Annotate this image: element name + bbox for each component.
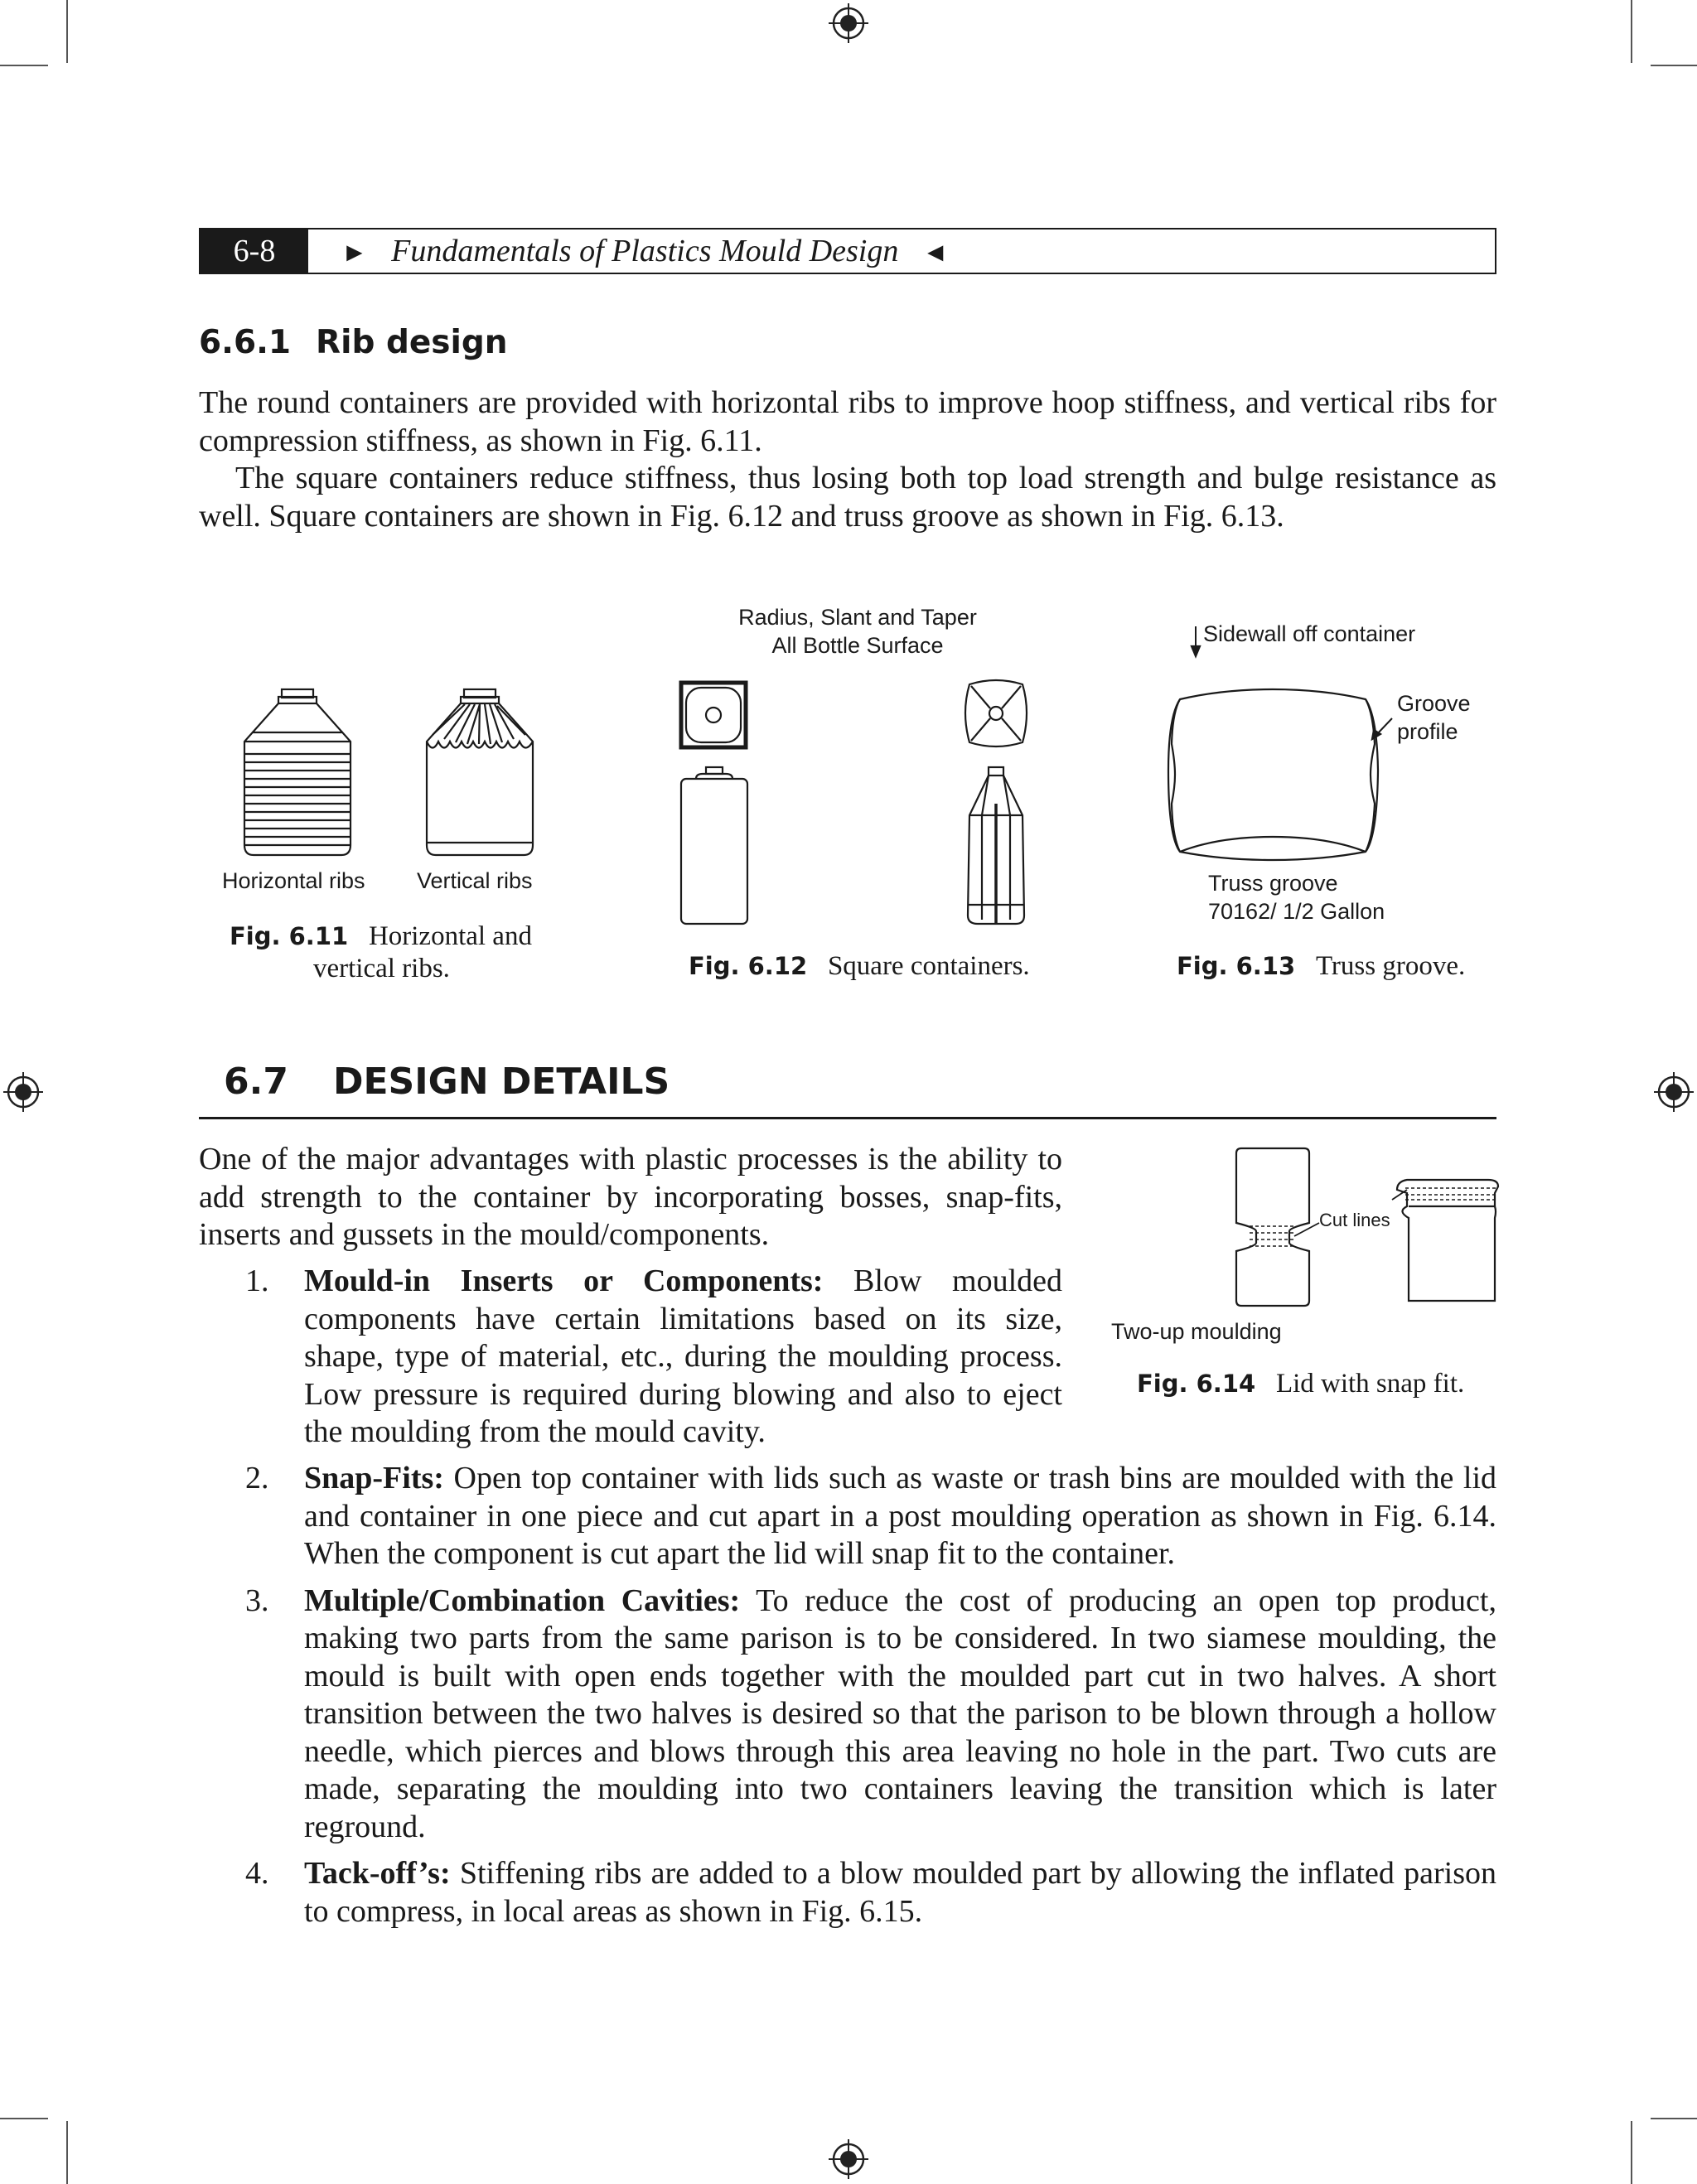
registration-mark-right — [1654, 1072, 1694, 1112]
label-line: Truss groove — [1208, 871, 1338, 896]
paragraph: The square containers reduce stiffness, thus losing both top load strength and bulge resistance as well. Square containers are shown in Fig. 6.12 and truss groove as shown in Fig. 6.13. — [199, 461, 1496, 534]
figure-caption-text: Truss groove. — [1315, 951, 1466, 981]
registration-mark-left — [3, 1072, 43, 1112]
list-item-title: Mould-in Inserts or Components: — [304, 1264, 824, 1298]
crop-mark — [66, 0, 68, 63]
section-heading-67 — [199, 1059, 1496, 1119]
paragraph: The round containers are provided with horizontal ribs to improve hoop stiffness, and vertical ribs for compression stiffness, as shown in Fig. 6.11. — [199, 385, 1496, 458]
truss-groove-container — [1168, 626, 1392, 860]
figure-caption-text: Lid with snap fit. — [1275, 1369, 1465, 1399]
square-container-top-view-1 — [681, 683, 746, 747]
label-cut-lines: Cut lines — [1319, 1210, 1390, 1230]
label-sidewall: Sidewall off container — [1203, 621, 1416, 646]
list-item-number: 2. — [245, 1461, 269, 1495]
label-line: Radius, Slant and Taper — [738, 605, 977, 630]
label-line: All Bottle Surface — [771, 633, 944, 658]
list-item-title: Tack-off’s: — [304, 1856, 451, 1891]
page-number: 6-8 — [201, 230, 308, 273]
figure-number: Fig. 6.14 — [1137, 1370, 1256, 1398]
design-details-list-part1 — [199, 1263, 1062, 1461]
section-67-intro: One of the major advantages with plastic processes is the ability to add strength to the container by incorporating bosses, snap-fits, inserts and gussets in the mould/components. — [199, 1142, 1062, 1252]
section-title: DESIGN DETAILS — [332, 1061, 670, 1103]
list-item-title: Multiple/Combination Cavities: — [304, 1582, 741, 1618]
bottle-horizontal-ribs — [244, 689, 351, 855]
crop-mark — [1631, 2121, 1632, 2184]
square-container-front-view-2 — [968, 767, 1024, 924]
label-two-up-moulding: Two-up moulding — [1111, 1319, 1282, 1344]
figure-number: Fig. 6.13 — [1177, 952, 1296, 980]
registration-mark-top — [829, 3, 868, 43]
section-title: Rib design — [316, 324, 508, 361]
section-number: 6.6.1 — [199, 324, 292, 361]
figure-caption-614 — [1137, 1367, 1464, 1400]
left-arrow-icon: ► — [341, 237, 368, 267]
section-661-body — [199, 384, 1496, 535]
list-item — [199, 1855, 1496, 1930]
list-item-number: 4. — [245, 1856, 269, 1891]
label-horizontal-ribs: Horizontal ribs — [222, 868, 365, 893]
figure-caption-613 — [1177, 949, 1465, 983]
figure-caption-text: Square containers. — [827, 951, 1030, 981]
right-arrow-icon: ◄ — [921, 237, 949, 267]
figure-number: Fig. 6.12 — [689, 952, 808, 980]
design-details-list-part2 — [199, 1460, 1496, 1940]
fig-614-drawing — [1102, 1143, 1500, 1317]
figure-caption-611 — [230, 920, 532, 953]
crop-mark — [1651, 2118, 1697, 2119]
label-line: 70162/ 1/2 Gallon — [1208, 899, 1385, 924]
square-container-front-view-1 — [681, 767, 747, 924]
list-item-text: To reduce the cost of producing an open top product, making two parts from the same parison is to be considered. In two siamese moulding, the mould is built with open ends together with the moulded part cut in two halves. A short transition between the two halves is desired so that the parison to be blown through a hollow needle, which pierces and blows through this area leaving no hole in the part. Two cuts are made, separating the moulding into two containers leaving the transition which is later reground. — [304, 1582, 1496, 1844]
crop-mark — [0, 65, 48, 66]
list-item — [199, 1582, 1496, 1847]
list-item-text: Blow moulded components have certain limitations based on its size, shape, type of material, etc., during the moulding process. Low pressure is required during blowing and also to eject the moulding from the mould cavity. — [304, 1264, 1063, 1449]
label-radius-slant-taper — [729, 603, 986, 660]
list-item — [199, 1460, 1496, 1573]
label-vertical-ribs: Vertical ribs — [417, 868, 533, 893]
section-number: 6.7 — [224, 1061, 288, 1103]
label-groove-profile — [1397, 689, 1471, 746]
bottle-vertical-ribs — [427, 689, 533, 855]
crop-mark — [1651, 65, 1697, 66]
book-title — [341, 230, 949, 273]
list-item-number: 3. — [245, 1582, 269, 1618]
section-heading-text — [224, 1061, 670, 1103]
figure-number: Fig. 6.11 — [230, 922, 349, 950]
figure-caption-611-line2: vertical ribs. — [313, 954, 450, 983]
two-up-moulding-drawing — [1236, 1148, 1319, 1306]
label-line: Groove — [1397, 691, 1471, 716]
list-item-text: Stiffening ribs are added to a blow moulded part by allowing the inflated parison to compress, in local areas as shown in Fig. 6.15. — [304, 1856, 1496, 1929]
section-heading-661 — [199, 324, 508, 361]
lid-and-container-drawing — [1392, 1180, 1498, 1301]
figure-caption-612 — [689, 949, 1030, 983]
list-item-text: Open top container with lids such as waste or trash bins are moulded with the lid and container in one piece and cut apart in a post moulding operation as shown in Fig. 6.14. When the component is cut apart the lid will snap fit to the container. — [304, 1461, 1496, 1571]
crop-mark — [1631, 0, 1632, 63]
book-title-text: Fundamentals of Plastics Mould Design — [391, 234, 899, 268]
crop-mark — [0, 2118, 48, 2119]
label-truss-groove — [1208, 869, 1385, 925]
list-item — [199, 1263, 1062, 1452]
figure-caption-text: Horizontal and — [368, 921, 532, 951]
running-header — [199, 228, 1496, 274]
label-line: profile — [1397, 719, 1458, 744]
crop-mark — [66, 2121, 68, 2184]
list-item-number: 1. — [245, 1264, 269, 1298]
square-container-top-view-2 — [965, 680, 1027, 747]
registration-mark-bottom — [829, 2139, 868, 2179]
list-item-title: Snap-Fits: — [304, 1461, 444, 1495]
